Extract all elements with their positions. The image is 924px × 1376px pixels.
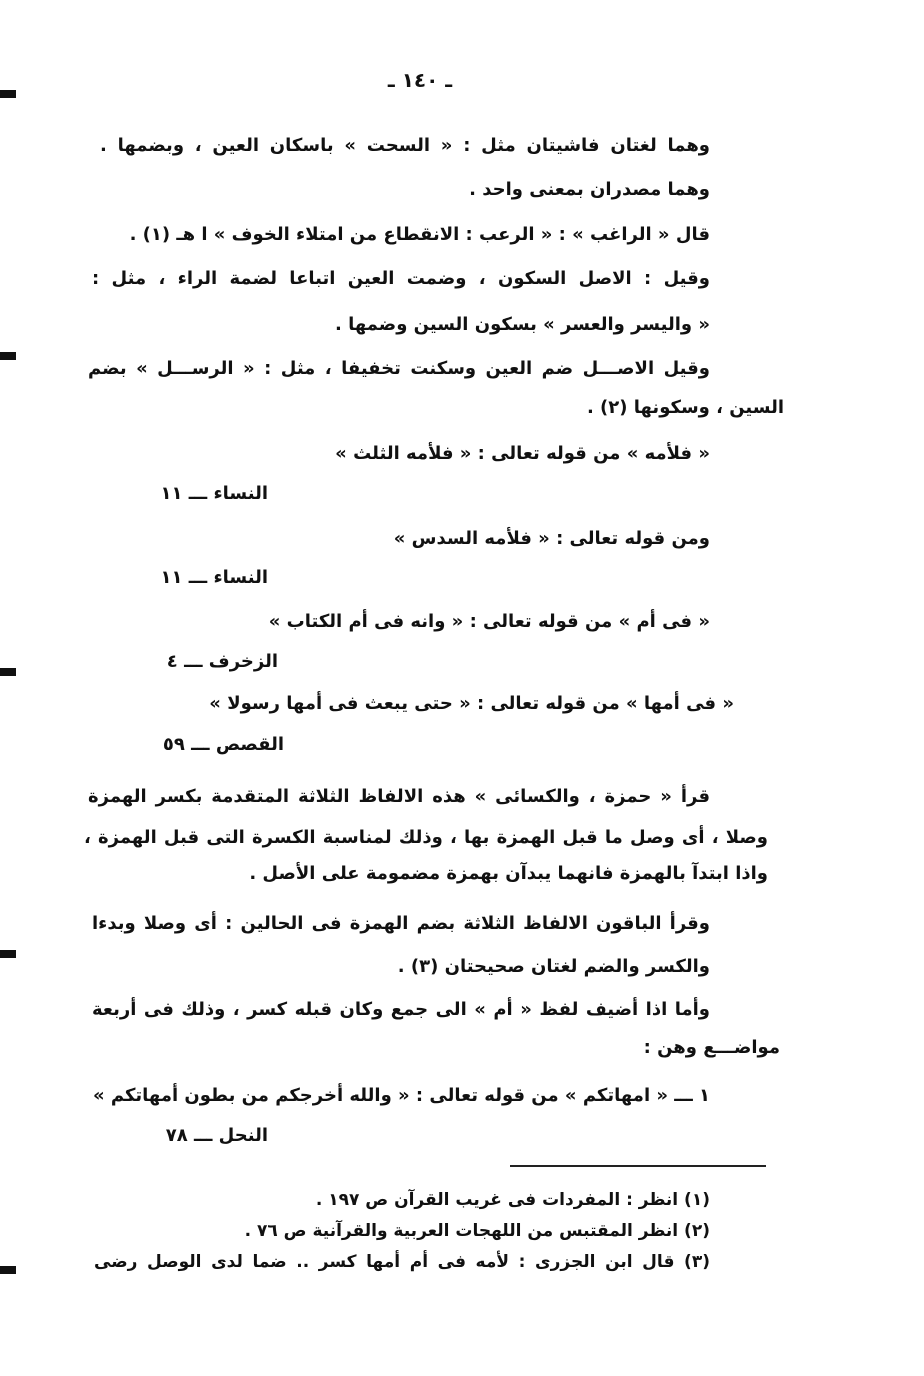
body-line: والكسر والضم لغتان صحيحتان (٣) .: [397, 956, 710, 977]
quote-line: « فى أم » من قوله تعالى : « وانه فى أم الكتاب »: [268, 611, 710, 632]
verse-reference: النساء ـــ ١١: [160, 567, 268, 588]
footnote: (٣) قال ابن الجزرى : لأمه فى أم أمها كسر .. ضما لدى الوصل رضى: [94, 1252, 710, 1272]
verse-reference: النساء ـــ ١١: [160, 483, 268, 504]
page-number: ـ ١٤٠ ـ: [387, 68, 453, 92]
footnote: (٢) انظر المقتبس من اللهجات العربية والقرآنية ص ٧٦ .: [244, 1221, 710, 1241]
quote-line: « فى أمها » من قوله تعالى : « حتى يبعث فى أمها رسولا »: [209, 693, 734, 714]
body-line: وهما مصدران بمعنى واحد .: [469, 179, 710, 200]
quote-line: ومن قوله تعالى : « فلأمه السدس »: [393, 528, 710, 549]
body-line: وهما لغتان فاشيتان مثل : « السحت » باسكان العين ، وبضمها .: [100, 135, 710, 156]
body-line: مواضـــع وهن :: [643, 1037, 780, 1058]
scan-edge-mark: [0, 352, 16, 360]
body-line: وقرأ الباقون الالفاظ الثلاثة بضم الهمزة فى الحالين : أى وصلا وبدءا: [92, 913, 710, 934]
body-line: وصلا ، أى وصل ما قبل الهمزة بها ، وذلك لمناسبة الكسرة التى قبل الهمزة ،: [84, 827, 768, 848]
quote-line: « فلأمه » من قوله تعالى : « فلأمه الثلث »: [335, 443, 710, 464]
verse-reference: النحل ـــ ٧٨: [165, 1125, 268, 1146]
body-line: وقيل : الاصل السكون ، وضمت العين اتباعا لضمة الراء ، مثل :: [92, 268, 710, 289]
footnote: (١) انظر : المفردات فى غريب القرآن ص ١٩٧ .: [315, 1190, 710, 1210]
body-line: « واليسر والعسر » بسكون السين وضمها .: [334, 314, 710, 335]
body-line: واذا ابتدآ بالهمزة فانهما يبدآن بهمزة مضمومة على الأصل .: [249, 863, 768, 884]
body-line: السين ، وسكونها (٢) .: [586, 397, 784, 418]
scan-edge-mark: [0, 668, 16, 676]
body-line: قال « الراغب » : « الرعب : الانقطاع من امتلاء الخوف » ا هـ (١) .: [129, 224, 710, 245]
footnote-separator: [510, 1165, 766, 1167]
verse-reference: الزخرف ـــ ٤: [166, 651, 278, 672]
body-line: وأما اذا أضيف لفظ « أم » الى جمع وكان قبله كسر ، وذلك فى أربعة: [92, 999, 710, 1020]
scan-edge-mark: [0, 1266, 16, 1274]
verse-reference: القصص ـــ ٥٩: [162, 734, 284, 755]
scan-edge-mark: [0, 90, 16, 98]
body-line: وقيل الاصـــل ضم العين وسكنت تخفيفا ، مثل : « الرســـل » بضم: [88, 358, 710, 379]
body-line: قرأ « حمزة ، والكسائى » هذه الالفاظ الثلاثة المتقدمة بكسر الهمزة: [88, 786, 710, 807]
scan-edge-mark: [0, 950, 16, 958]
quote-line: ١ ـــ « امهاتكم » من قوله تعالى : « والله أخرجكم من بطون أمهاتكم »: [92, 1085, 710, 1106]
